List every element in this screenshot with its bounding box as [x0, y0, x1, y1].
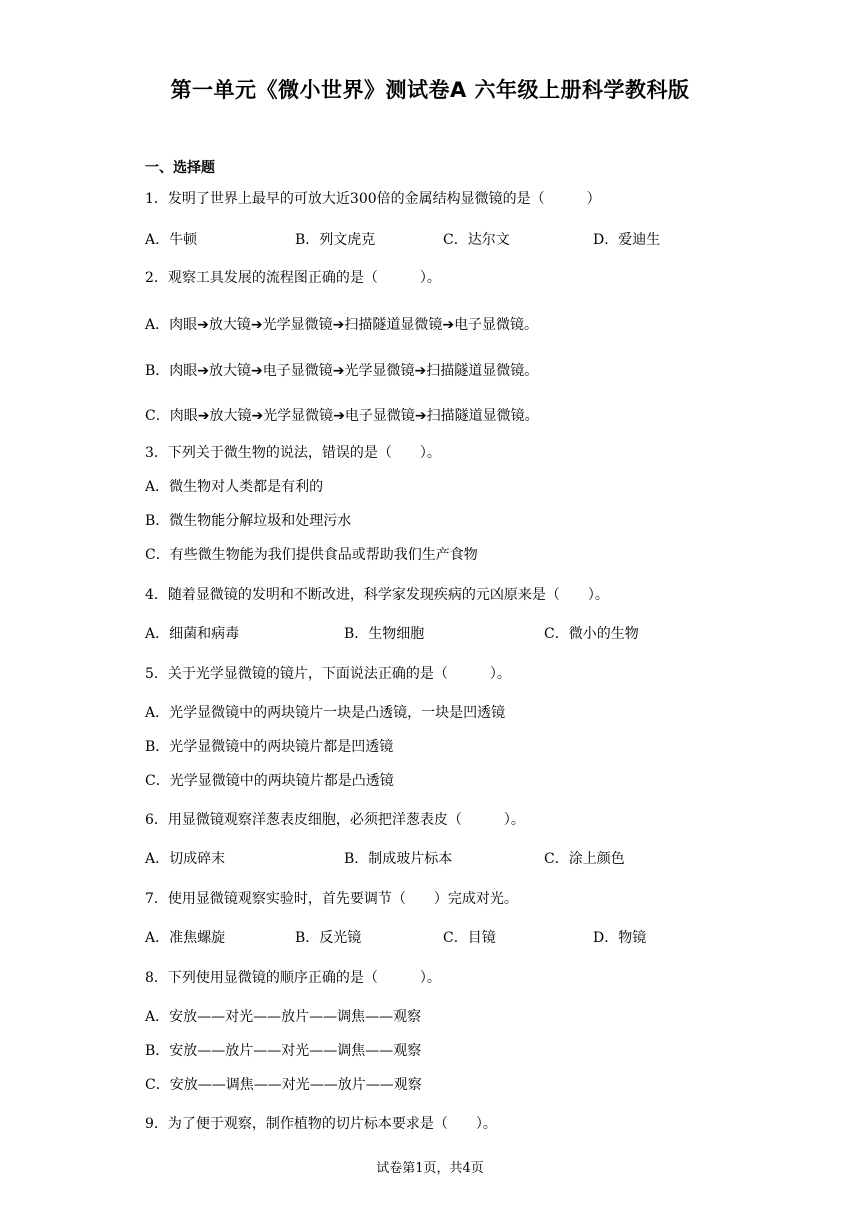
- arrow-right-icon: ➔: [332, 363, 345, 379]
- q4-option-b: B．生物细胞: [344, 626, 425, 642]
- q2b-step-2: 电子显微镜: [262, 363, 333, 379]
- q1-option-d: D．爱迪生: [593, 232, 661, 248]
- q8-option-c: C．安放——调焦——对光——放片——观察: [145, 1077, 422, 1093]
- q2a-step-4: 电子显微镜。: [454, 317, 539, 333]
- q2c-label: C．肉眼: [145, 408, 198, 424]
- q2b-step-3: 光学显微镜: [344, 363, 415, 379]
- arrow-right-icon: ➔: [414, 408, 427, 424]
- question-4-stem: 4．随着显微镜的发明和不断改进，科学家发现疾病的元凶原来是（ ）。: [145, 587, 609, 603]
- question-8-stem: 8．下列使用显微镜的顺序正确的是（ ）。: [145, 970, 441, 986]
- question-1-stem: 1．发明了世界上最早的可放大近300倍的金属结构显微镜的是（ ）: [145, 191, 601, 207]
- arrow-right-icon: ➔: [197, 408, 210, 424]
- arrow-right-icon: ➔: [414, 363, 427, 379]
- q2c-step-1: 放大镜: [209, 408, 252, 424]
- q2b-step-1: 放大镜: [209, 363, 252, 379]
- q7-option-c: C．目镜: [443, 930, 496, 946]
- q2b-label: B．肉眼: [145, 363, 198, 379]
- q2c-step-4: 扫描隧道显微镜。: [426, 408, 539, 424]
- question-5-stem: 5．关于光学显微镜的镜片，下面说法正确的是（ ）。: [145, 666, 511, 682]
- q8-option-a: A．安放——对光——放片——调焦——观察: [145, 1009, 422, 1025]
- q2b-step-4: 扫描隧道显微镜。: [426, 363, 539, 379]
- q2-option-a: [145, 315, 538, 335]
- q1-option-a: A．牛顿: [145, 232, 198, 248]
- q2a-step-2: 光学显微镜: [262, 317, 333, 333]
- q6-option-a: A．切成碎末: [145, 851, 226, 867]
- arrow-right-icon: ➔: [250, 317, 263, 333]
- q3-option-c: C．有些微生物能为我们提供食品或帮助我们生产食物: [145, 547, 478, 563]
- arrow-right-icon: ➔: [197, 363, 210, 379]
- arrow-right-icon: ➔: [332, 317, 345, 333]
- page-title: 第一单元《微小世界》测试卷A 六年级上册科学教科版: [170, 78, 690, 102]
- arrow-right-icon: ➔: [251, 363, 263, 379]
- q2c-step-2: 光学显微镜: [263, 408, 334, 424]
- q3-option-a: A．微生物对人类都是有利的: [145, 479, 324, 495]
- q6-option-b: B．制成玻片标本: [344, 851, 453, 867]
- question-3-stem: 3．下列关于微生物的说法，错误的是（ ）。: [145, 445, 441, 461]
- q1-option-c: C．达尔文: [443, 232, 510, 248]
- arrow-right-icon: ➔: [442, 317, 455, 333]
- q4-option-c: C．微小的生物: [544, 626, 639, 642]
- q2-option-b: [145, 361, 538, 381]
- q7-option-d: D．物镜: [593, 930, 647, 946]
- question-9-stem: 9．为了便于观察，制作植物的切片标本要求是（ ）。: [145, 1116, 497, 1132]
- q5-option-a: A．光学显微镜中的两块镜片一块是凸透镜，一块是凹透镜: [145, 705, 506, 721]
- arrow-right-icon: ➔: [251, 408, 264, 424]
- question-7-stem: 7．使用显微镜观察实验时，首先要调节（ ）完成对光。: [145, 891, 518, 907]
- section-heading: 一、选择题: [145, 160, 215, 176]
- q2a-step-3: 扫描隧道显微镜: [344, 317, 443, 333]
- q6-option-c: C．涂上颜色: [544, 851, 625, 867]
- q5-option-b: B．光学显微镜中的两块镜片都是凹透镜: [145, 739, 394, 755]
- page-footer: 试卷第1页，共4页: [376, 1161, 484, 1176]
- q4-option-a: A．细菌和病毒: [145, 626, 240, 642]
- question-2-stem: 2．观察工具发展的流程图正确的是（ ）。: [145, 270, 441, 286]
- arrow-right-icon: ➔: [333, 408, 345, 424]
- q2c-step-3: 电子显微镜: [344, 408, 415, 424]
- q3-option-b: B．微生物能分解垃圾和处理污水: [145, 513, 352, 529]
- arrow-right-icon: ➔: [197, 317, 209, 333]
- q2-option-c: [145, 406, 539, 426]
- q5-option-c: C．光学显微镜中的两块镜片都是凸透镜: [145, 773, 394, 789]
- q7-option-b: B．反光镜: [295, 930, 362, 946]
- q2a-step-1: 放大镜: [208, 317, 251, 333]
- q8-option-b: B．安放——放片——对光——调焦——观察: [145, 1043, 422, 1059]
- q1-option-b: B．列文虎克: [295, 232, 376, 248]
- question-6-stem: 6．用显微镜观察洋葱表皮细胞，必须把洋葱表皮（ ）。: [145, 812, 525, 828]
- q7-option-a: A．准焦螺旋: [145, 930, 226, 946]
- q2a-label: A．肉眼: [145, 317, 198, 333]
